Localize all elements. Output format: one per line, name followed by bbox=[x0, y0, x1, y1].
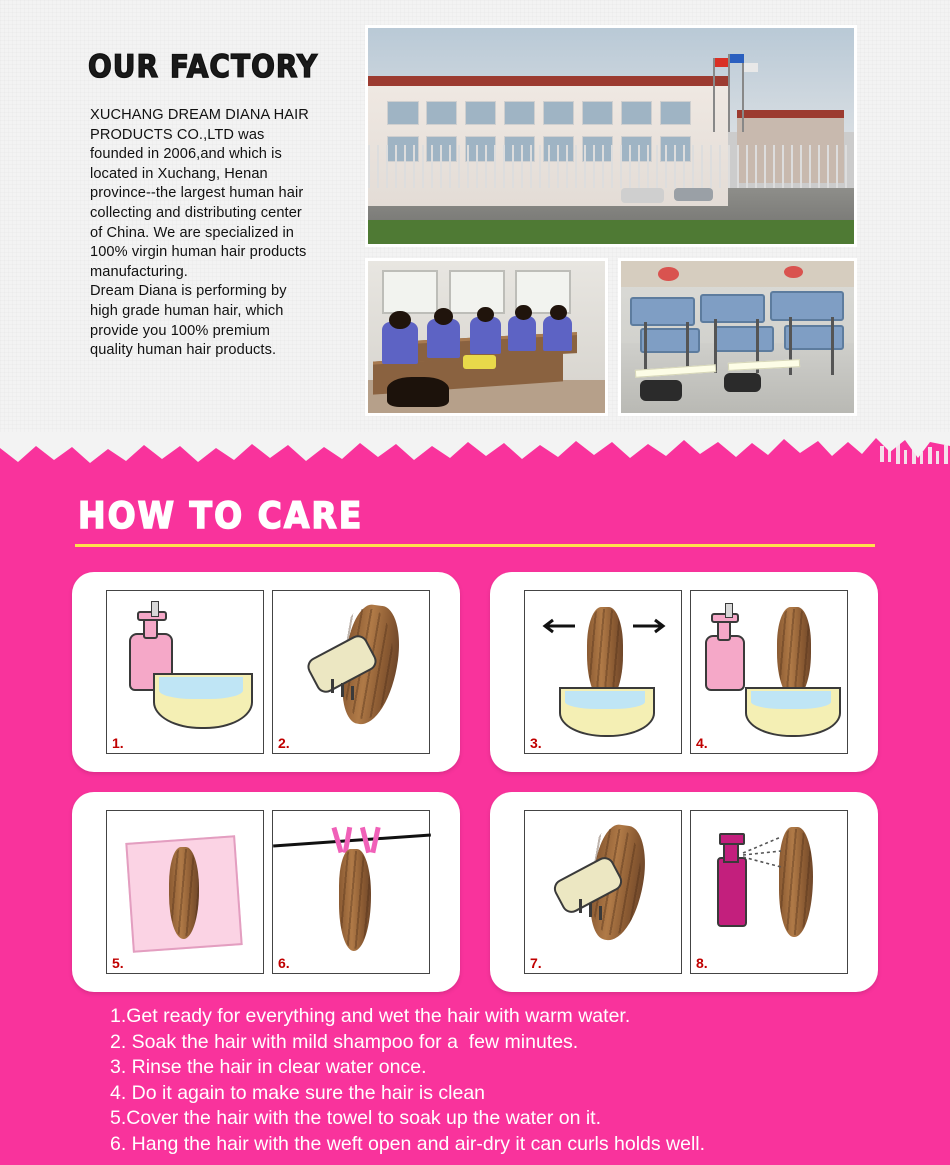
cell-number: 7. bbox=[530, 955, 542, 971]
cell-number: 8. bbox=[696, 955, 708, 971]
care-step-6: 6. Hang the hair with the weft open and air-dry it can curls holds well. bbox=[110, 1132, 706, 1155]
care-steps-list bbox=[110, 1004, 910, 1157]
cell-number: 5. bbox=[112, 955, 124, 971]
shampoo-and-basin-illustration bbox=[106, 590, 264, 754]
workshop-workers-photo bbox=[365, 258, 608, 416]
cell-number: 2. bbox=[278, 735, 290, 751]
cell-number: 1. bbox=[112, 735, 124, 751]
care-panel-2 bbox=[490, 572, 878, 772]
equipment-room-photo bbox=[618, 258, 857, 416]
rinse-hair-in-water-illustration bbox=[524, 590, 682, 754]
care-step-1: 1.Get ready for everything and wet the hair with warm water. bbox=[110, 1005, 631, 1027]
factory-building-photo bbox=[365, 25, 857, 247]
care-step-2: 2. Soak the hair with mild shampoo for a few minutes. bbox=[110, 1030, 579, 1053]
brush-hair-illustration bbox=[272, 590, 430, 754]
how-to-care-section bbox=[0, 432, 950, 1165]
factory-paragraph-1: XUCHANG DREAM DIANA HAIR PRODUCTS CO.,LTD was founded in 2006,and which is located in Xuchang, Henan province--the largest human hair collecting and distributing center of China. We are specialized in 100% virgin human hair products manufacturing. bbox=[90, 107, 309, 280]
factory-section bbox=[0, 0, 950, 445]
factory-description bbox=[90, 106, 314, 361]
wash-again-illustration bbox=[690, 590, 848, 754]
care-panel-1 bbox=[72, 572, 460, 772]
care-panel-4 bbox=[490, 792, 878, 992]
torn-paper-edge bbox=[0, 432, 950, 492]
factory-heading: OUR FACTORY bbox=[88, 48, 319, 85]
care-step-3: 3. Rinse the hair in clear water once. bbox=[110, 1056, 427, 1078]
care-step-4: 4. Do it again to make sure the hair is clean bbox=[110, 1081, 486, 1104]
cell-number: 4. bbox=[696, 735, 708, 751]
care-panel-3 bbox=[72, 792, 460, 992]
hang-hair-with-clips-illustration bbox=[272, 810, 430, 974]
cell-number: 6. bbox=[278, 955, 290, 971]
spray-hair-illustration bbox=[690, 810, 848, 974]
heading-underline bbox=[75, 544, 875, 547]
factory-paragraph-2: Dream Diana is performing by high grade human hair, which provide you 100% premium quality human hair products. bbox=[90, 283, 287, 359]
care-step-5: 5.Cover the hair with the towel to soak up the water on it. bbox=[110, 1107, 602, 1129]
cell-number: 3. bbox=[530, 735, 542, 751]
how-to-care-heading: HOW TO CARE bbox=[78, 494, 364, 537]
comb-hair-illustration bbox=[524, 810, 682, 974]
towel-dry-illustration bbox=[106, 810, 264, 974]
